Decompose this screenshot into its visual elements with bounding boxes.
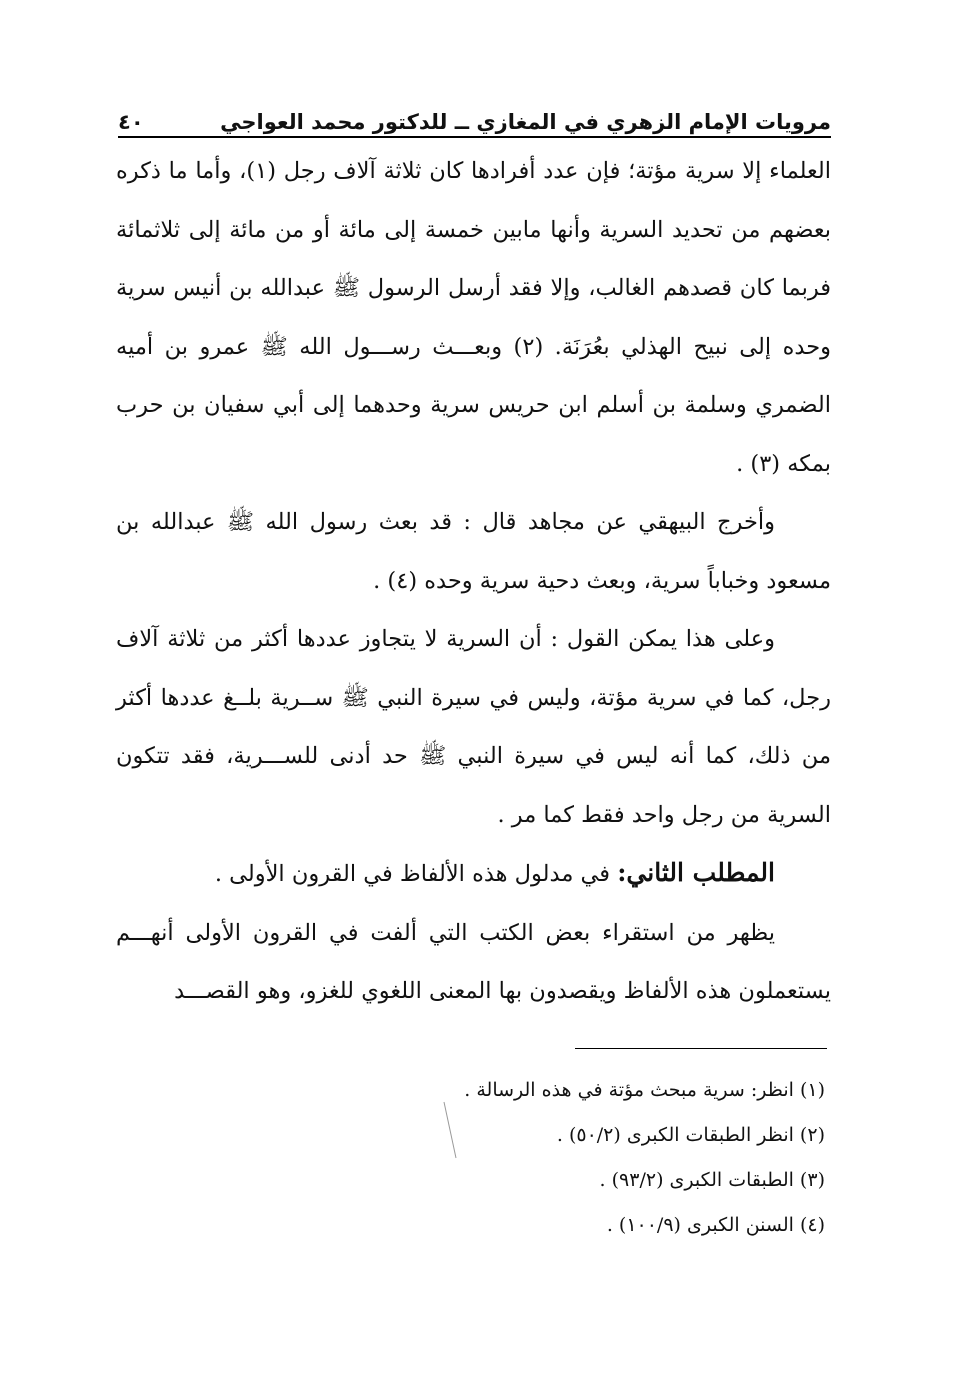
footnotes — [400, 1068, 825, 1248]
paragraph-3: وعلى هذا يمكن القول : أن السرية لا يتجاوز عددها أكثر من ثلاثة آلاف رجل، كما في سرية مؤتة، وليس في سيرة النبي ﷺ ســرية بلــغ عددها أكثر من ذلك، كما أنه ليس في سيرة النبي ﷺ حد أدنى للســـرية، فقد تتكون السرية من رجل واحد فقط كما مر . — [116, 626, 831, 828]
section-heading: المطلب الثاني: — [617, 858, 775, 887]
header-rule — [118, 136, 831, 138]
page-number: ٤٠ — [118, 110, 144, 134]
running-header — [118, 96, 831, 134]
paragraph-5: يظهر من استقراء بعض الكتب التي ألفت في القرون الأولى أنهـــم يستعملون هذه الألفاظ ويقصدون بها المعنى اللغوي للغزو، وهو القصـــد — [116, 919, 831, 1004]
section-heading-paragraph — [116, 844, 831, 904]
paragraph-1: العلماء إلا سرية مؤتة؛ فإن عدد أفرادها كان ثلاثة آلاف رجل (١)، وأما ما ذكره بعضهم من تحديد السرية وأنها مابين خمسة إلى مائة أو من مائة إلى ثلاثمائة فربما كان قصدهم الغالب، وإلا فقد أرسل الرسول ﷺ عبدالله بن أنيس سرية وحده إلى نبيح الهذلي بعُرَنَة. (٢) وبعـــث رســـول الله ﷺ عمرو بن أميه الضمري وسلمة بن أسلم ابن حريس سرية وحدهما إلى أبي سفيان بن حرب بمكه (٣) . — [116, 158, 831, 477]
section-heading-text: في مدلول هذه الألفاظ في القرون الأولى . — [214, 861, 618, 887]
footnote-1: (١) انظر: سرية مبحث مؤتة في هذه الرسالة . — [464, 1079, 825, 1101]
body-text — [116, 142, 831, 1021]
footnote-rule — [575, 1048, 827, 1049]
footnote-3: (٣) الطبقات الكبرى (٩٣/٢) . — [599, 1169, 825, 1191]
pen-mark — [440, 1100, 460, 1160]
footnote-2: (٢) انظر الطبقات الكبرى (٥٠/٢) . — [556, 1124, 825, 1146]
paragraph-2: وأخرج البيهقي عن مجاهد قال : قد بعث رسول الله ﷺ عبدالله بن مسعود وخباباً سرية، وبعث دحية سرية وحده (٤) . — [116, 509, 831, 594]
header-title: مرويات الإمام الزهري في المغازي ــ للدكتور محمد العواجي — [220, 110, 831, 134]
footnote-4: (٤) السنن الكبرى (١٠٠/٩) . — [606, 1214, 825, 1236]
